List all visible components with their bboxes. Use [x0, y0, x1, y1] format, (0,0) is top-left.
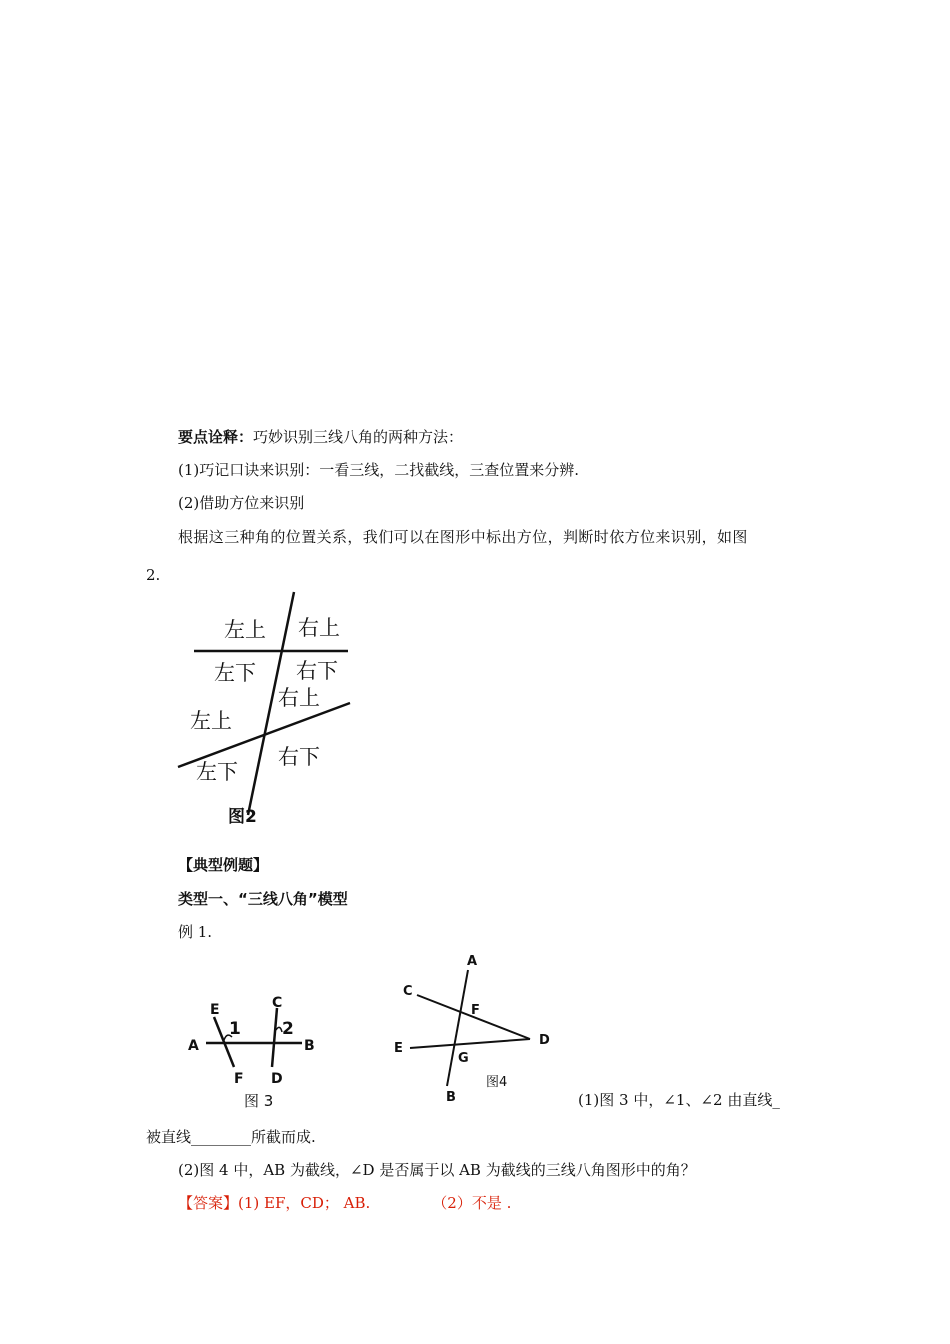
- fig4-line-ab: [447, 970, 468, 1086]
- answer-label: 【答案】: [178, 1194, 239, 1212]
- fig2-region-2: 右上: [298, 616, 340, 640]
- answer-part-2: （2）不是 .: [432, 1194, 512, 1212]
- fig3-point-a: A: [188, 1038, 199, 1054]
- figure-2: [176, 590, 356, 830]
- answer-part-1: (1) EF，CD； AB.: [238, 1194, 371, 1212]
- fig2-region-7: 左下: [196, 760, 238, 784]
- fig3-angle-2: 2: [282, 1019, 294, 1039]
- fig4-point-e: E: [394, 1041, 403, 1056]
- fig3-point-e: E: [210, 1002, 220, 1018]
- fig3-caption: 图 3: [244, 1092, 274, 1110]
- fig3-angle-1: 1: [229, 1019, 241, 1039]
- key-points-label: 要点诠释：: [178, 428, 254, 446]
- fig4-point-b: B: [446, 1090, 456, 1105]
- fig4-line-ed: [410, 1039, 530, 1048]
- example-label: 例 1.: [178, 923, 213, 941]
- method-2: (2)借助方位来识别: [178, 494, 305, 512]
- question-1-part-1: (1)图 3 中，∠1、∠2 由直线_: [578, 1091, 780, 1109]
- key-points-line: [178, 427, 463, 447]
- fig4-point-g: G: [458, 1051, 469, 1066]
- figure-4: [390, 950, 560, 1110]
- fig3-line-cd: [272, 1008, 277, 1067]
- fig2-region-6: 左上: [190, 709, 232, 733]
- fig4-point-f: F: [471, 1003, 480, 1018]
- fig3-point-b: B: [304, 1038, 315, 1054]
- fig3-point-c: C: [272, 995, 283, 1011]
- fig2-region-4: 右下: [296, 659, 338, 683]
- fig3-point-f: F: [234, 1071, 244, 1087]
- paragraph-line-2: 2.: [146, 566, 161, 584]
- fig2-region-8: 右下: [278, 745, 320, 769]
- fig4-point-d: D: [539, 1033, 550, 1048]
- fig2-caption: 图2: [228, 807, 257, 827]
- fig4-caption: 图4: [486, 1075, 508, 1090]
- fig4-point-c: C: [403, 984, 413, 999]
- fig2-region-1: 左上: [224, 618, 266, 642]
- fig2-region-3: 左下: [214, 661, 256, 685]
- fig3-point-d: D: [271, 1071, 283, 1087]
- paragraph-line-1: 根据这三种角的位置关系，我们可以在图形中标出方位，判断时依方位来识别，如图: [178, 528, 748, 546]
- answer-line: [178, 1193, 511, 1213]
- section-title: 【典型例题】: [178, 856, 269, 874]
- question-1-part-2: 被直线________所截而成.: [146, 1128, 316, 1146]
- fig4-point-a: A: [467, 954, 478, 969]
- type-title: 类型一、“三线八角”模型: [178, 890, 348, 908]
- fig2-region-5: 右上: [278, 686, 320, 710]
- question-2: (2)图 4 中，AB 为截线，∠D 是否属于以 AB 为截线的三线八角图形中的角？: [178, 1161, 696, 1179]
- method-1: (1)巧记口诀来识别：一看三线，二找截线，三查位置来分辨.: [178, 461, 580, 479]
- figure-3: [184, 990, 324, 1110]
- key-points-intro: 巧妙识别三线八角的两种方法：: [253, 428, 464, 446]
